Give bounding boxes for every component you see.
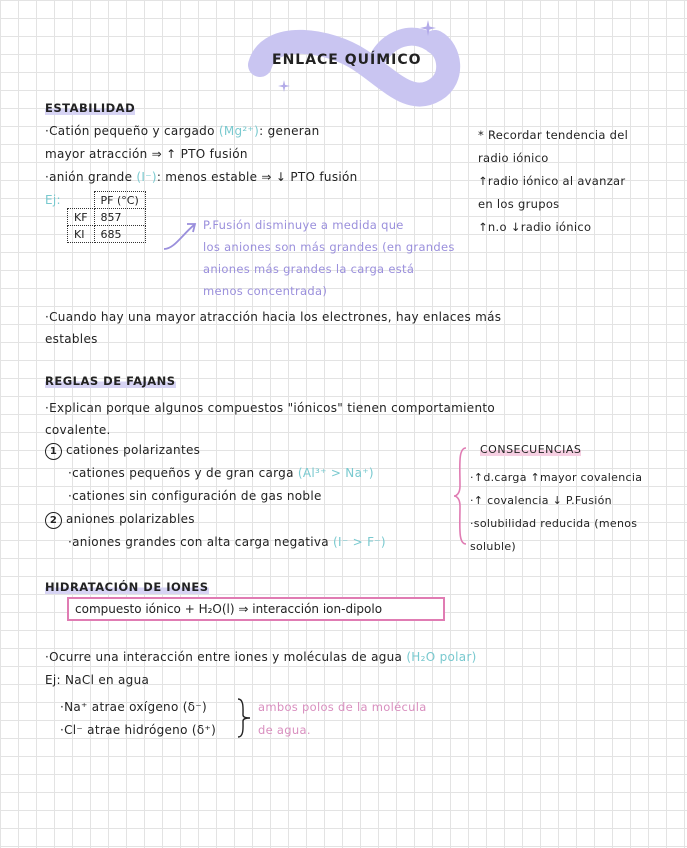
item-note: (Al³⁺ > Na⁺) (297, 466, 374, 480)
curly-brace-icon (236, 697, 252, 739)
curved-arrow-icon (160, 215, 200, 255)
list-item: ·solubilidad reducida (menos (470, 517, 638, 530)
section-heading-estabilidad: ESTABILIDAD (45, 101, 136, 115)
table-header: PF (°C) (94, 192, 145, 209)
text-line: ·Explican porque algunos compuestos "iónicos" tienen comportamiento (45, 401, 496, 415)
text: ·anión grande (45, 170, 133, 184)
table-cell: 685 (94, 226, 145, 243)
text-line: estables (45, 332, 98, 346)
note-text: * Recordar tendencia del (478, 128, 629, 142)
table-note (203, 214, 455, 302)
hidratacion-line1 (45, 650, 477, 664)
sparkle-icon (420, 20, 436, 36)
text: ·Catión pequeño y cargado (45, 124, 215, 138)
example-label: Ej: (45, 193, 61, 207)
note-line: P.Fusión disminuye a medida que (203, 218, 404, 232)
hydration-note (258, 696, 427, 742)
note-line: en los grupos (478, 197, 560, 211)
table-cell: KF (68, 209, 95, 226)
rule-1-item (68, 489, 322, 503)
estabilidad-conclusion (45, 306, 501, 350)
table-row (68, 209, 146, 226)
formula-box: compuesto iónico + H₂O(l) ⇒ interacción ion-dipolo (67, 597, 445, 621)
list-item: ·↑ covalencia ↓ P.Fusión (470, 494, 612, 507)
note-line (478, 124, 628, 147)
rule-2 (45, 512, 195, 529)
rule-title: cationes polarizantes (66, 443, 201, 457)
estabilidad-line1 (45, 124, 320, 138)
page-title: ENLACE QUÍMICO (272, 52, 422, 68)
text: : menos estable ⇒ ↓ PTO fusión (156, 170, 358, 184)
rule-title: aniones polarizables (66, 512, 195, 526)
hydration-items (60, 696, 216, 742)
estabilidad-line2: mayor atracción ⇒ ↑ PTO fusión (45, 147, 248, 161)
list-item: ·Na⁺ atrae oxígeno (δ⁻) (60, 700, 207, 714)
rule-2-item (68, 535, 386, 549)
text-line: covalente. (45, 423, 111, 437)
table-corner (68, 192, 95, 209)
radius-trend-note (478, 124, 628, 239)
note-line: ambos polos de la molécula (258, 700, 427, 714)
text-line: ·Cuando hay una mayor atracción hacia los electrones, hay enlaces más (45, 310, 502, 324)
sparkle-icon (278, 80, 290, 92)
ion-note: (Mg²⁺) (218, 124, 260, 138)
list-item: ·↑d.carga ↑mayor covalencia (470, 471, 643, 484)
text: : generan (259, 124, 320, 138)
consequences-list (470, 466, 642, 558)
example-line: Ej: NaCl en agua (45, 673, 150, 687)
number-badge: 2 (45, 512, 62, 529)
text: ·Ocurre una interacción entre iones y moléculas de agua (45, 650, 403, 664)
number-badge: 1 (45, 443, 62, 460)
table-cell: 857 (94, 209, 145, 226)
note-line: ↑radio iónico al avanzar (478, 174, 626, 188)
curly-brace-icon (452, 446, 472, 546)
item-text: ·cationes pequeños y de gran carga (68, 466, 294, 480)
note-line: ↑n.o ↓radio iónico (478, 220, 592, 234)
note-line: menos concentrada) (203, 284, 328, 298)
consequences-heading: CONSECUENCIAS (480, 443, 582, 456)
table-row (68, 226, 146, 243)
item-text: ·cationes sin configuración de gas noble (68, 489, 322, 503)
rule-1-item (68, 466, 374, 480)
estabilidad-line3 (45, 170, 358, 184)
note-line: aniones más grandes la carga está (203, 262, 415, 276)
note-line: radio iónico (478, 151, 549, 165)
note-line: de agua. (258, 723, 311, 737)
rule-1 (45, 443, 200, 460)
section-heading-hidratacion: HIDRATACIÓN DE IONES (45, 580, 209, 594)
melting-point-table (67, 191, 146, 243)
list-item: soluble) (470, 540, 516, 553)
list-item: ·Cl⁻ atrae hidrógeno (δ⁺) (60, 723, 217, 737)
item-text: ·aniones grandes con alta carga negativa (68, 535, 329, 549)
item-note: (I⁻ > F⁻) (333, 535, 386, 549)
note-line: los aniones son más grandes (en grandes (203, 240, 455, 254)
section-heading-fajans: REGLAS DE FAJANS (45, 374, 176, 388)
fajans-intro (45, 397, 495, 441)
table-cell: KI (68, 226, 95, 243)
ion-note: (I⁻) (136, 170, 157, 184)
item-note: (H₂O polar) (406, 650, 477, 664)
